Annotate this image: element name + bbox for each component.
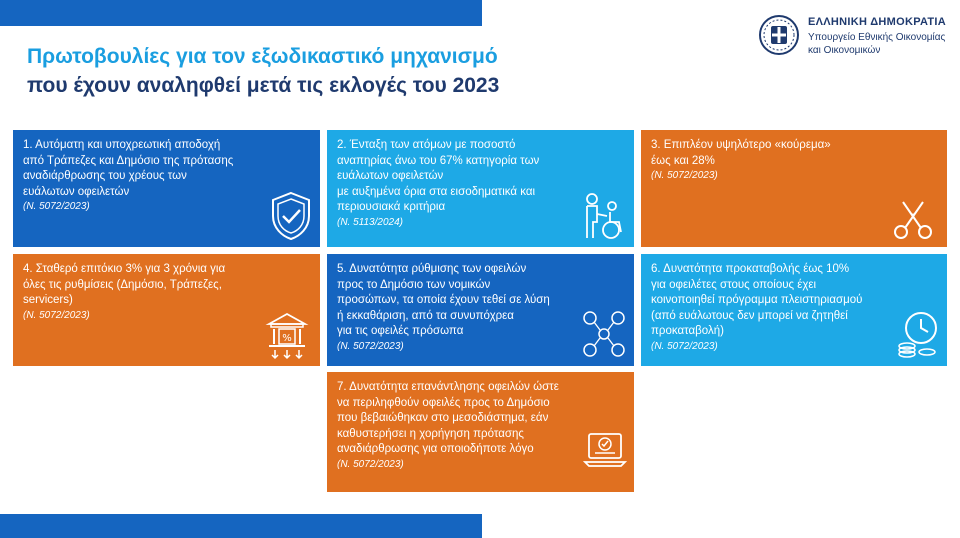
card-4-law: (Ν. 5072/2023) xyxy=(23,309,90,321)
logo-ministry-line-2: και Οικονομικών xyxy=(808,45,881,56)
shield-check-icon xyxy=(268,190,314,242)
ministry-logo xyxy=(758,14,948,60)
card-2-law: (Ν. 5113/2024) xyxy=(337,216,403,228)
card-6 xyxy=(641,254,947,366)
card-4-text: 4. Σταθερό επιτόκιο 3% για 3 χρόνια για όλες τις ρυθμίσεις (Δημόσιο, Τράπεζες, servicers) xyxy=(23,263,226,306)
bank-percent-icon xyxy=(265,310,309,360)
card-2 xyxy=(327,130,634,247)
svg-text:%: % xyxy=(282,333,292,344)
logo-ministry xyxy=(808,31,945,57)
card-5-law: (Ν. 5072/2023) xyxy=(337,340,404,352)
card-4 xyxy=(13,254,320,366)
logo-ministry-line-1: Υπουργείο Εθνικής Οικονομίας xyxy=(808,32,946,43)
card-5 xyxy=(327,254,634,366)
page-title xyxy=(27,42,499,100)
card-1 xyxy=(13,130,320,247)
card-3-law: (Ν. 5072/2023) xyxy=(651,170,718,181)
logo-name: ΕΛΛΗΝΙΚΗ ΔΗΜΟΚΡΑΤΙΑ xyxy=(808,16,946,28)
card-6-law: (Ν. 5072/2023) xyxy=(651,340,718,352)
card-7 xyxy=(327,372,634,492)
card-2-text: 2. Ένταξη των ατόμων με ποσοστό αναπηρίας άνω του 67% κατηγορία των ευάλωτων οφειλετών με αυξημένα όρια στα εισοδηματικά και περιουσιακά κριτήρια xyxy=(337,139,540,213)
card-5-text: 5. Δυνατότητα ρύθμισης των οφειλών προς το Δημόσιο των νομικών προσώπων, τα οποία έχουν τεθεί σε λύση ή εκκαθάριση, από τα συνυπόχρεα για τις οφειλές πρόσωπα xyxy=(337,263,550,337)
scissors-icon xyxy=(891,198,935,242)
clock-coins-icon xyxy=(895,310,941,358)
card-3-text: 3. Επιπλέον υψηλότερο «κούρεμα» έως και 28% xyxy=(651,139,831,167)
card-6-text: 6. Δυνατότητα προκαταβολής έως 10% για οφειλέτες στους οποίους έχει κοινοποιηθεί πρόγραμμα πλειστηριασμού (από ευάλωτους δεν μπορεί να ζητηθεί προκαταβολή) xyxy=(651,263,863,337)
wheelchair-assist-icon xyxy=(579,192,627,242)
bottom-accent-bar xyxy=(0,514,482,538)
top-accent-bar xyxy=(0,0,482,26)
card-7-law: (Ν. 5072/2023) xyxy=(337,458,404,470)
people-network-icon xyxy=(582,310,626,358)
card-1-law: (Ν. 5072/2023) xyxy=(23,201,90,212)
title-line-1: Πρωτοβουλίες για τον εξωδικαστικό μηχανισμό xyxy=(27,45,498,68)
title-line-2: που έχουν αναληφθεί μετά τις εκλογές του 2023 xyxy=(27,74,500,97)
laptop-check-icon xyxy=(583,430,627,470)
card-1-text: 1. Αυτόματη και υποχρεωτική αποδοχή από Τράπεζες και Δημόσιο της πρότασης αναδιάρθρωσης του χρέους των ευάλωτων οφειλετών xyxy=(23,139,234,198)
card-7-text: 7. Δυνατότητα επανάντλησης οφειλών ώστε να περιληφθούν οφειλές προς το Δημόσιο που βεβαιώθηκαν στο μεσοδιάστημα, εάν καθυστερήσει η χορήγηση πρότασης αναδιάρθρωσης για οποιοδήποτε λόγο xyxy=(337,381,559,455)
card-3 xyxy=(641,130,947,247)
greek-seal-icon xyxy=(758,14,800,56)
